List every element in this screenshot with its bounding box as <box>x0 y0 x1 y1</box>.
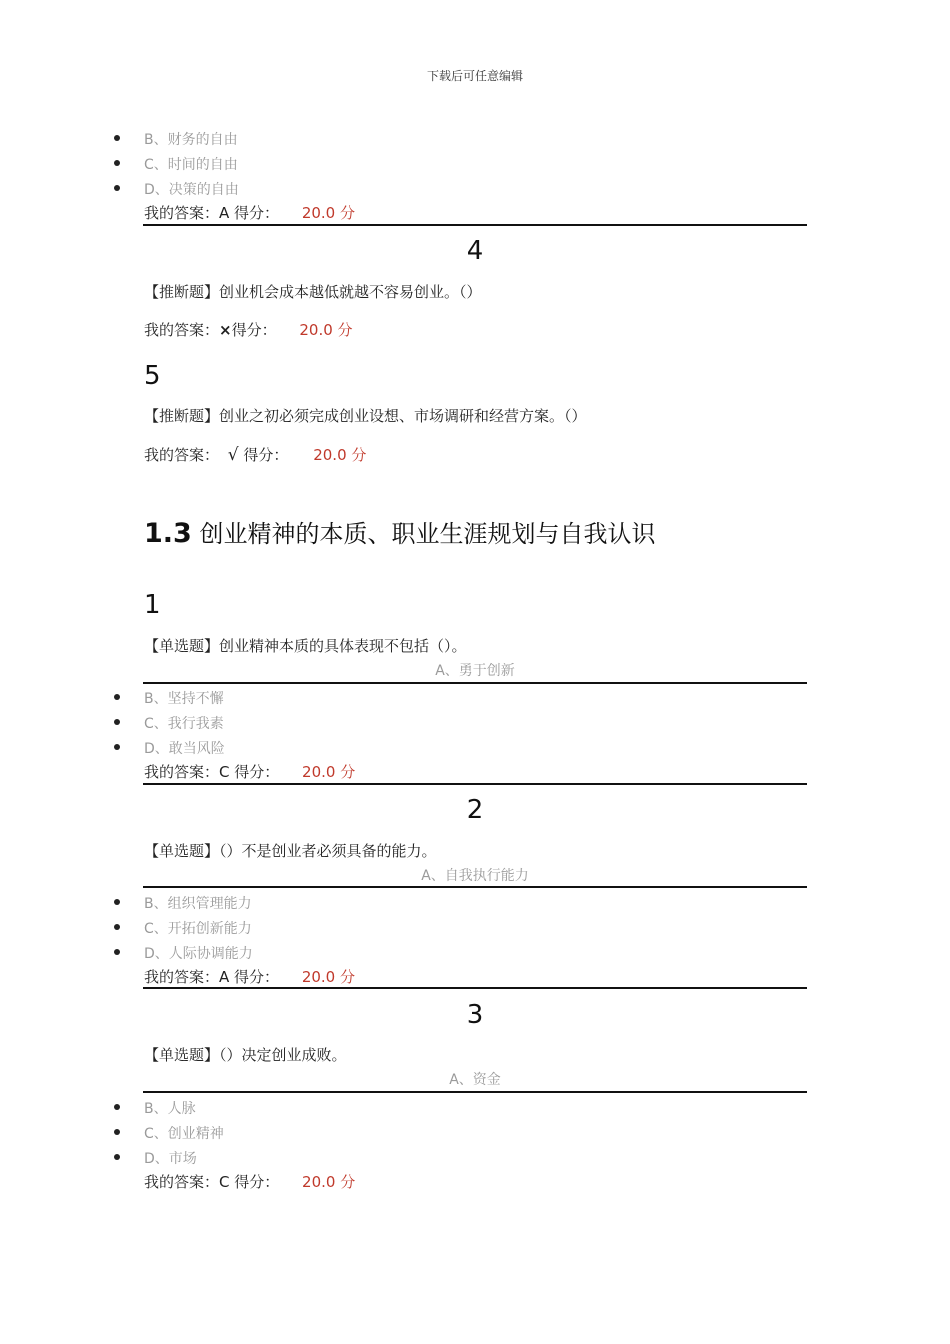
option-d: D、人际协调能力 <box>144 946 253 962</box>
score-value: 20.0 分 <box>299 321 353 339</box>
list-bullet <box>114 744 120 750</box>
option-d: D、市场 <box>144 1151 197 1167</box>
question-text: 【推断题】创业之初必须完成创业设想、市场调研和经营方案。（） <box>144 407 587 425</box>
question-number: 5 <box>144 361 161 391</box>
score-label: 得分： <box>243 446 289 464</box>
divider <box>143 783 807 785</box>
list-bullet <box>114 1129 120 1135</box>
option-c: C、时间的自由 <box>144 157 238 173</box>
answer-line <box>144 966 355 987</box>
answer-label: 我的答案：C 得分： <box>144 763 280 781</box>
option-b: B、人脉 <box>144 1101 196 1117</box>
list-bullet <box>114 899 120 905</box>
question-number: 1 <box>144 590 161 620</box>
option-b: B、财务的自由 <box>144 132 238 148</box>
question-text: 【单选题】创业精神本质的具体表现不包括（）。 <box>144 637 467 655</box>
divider <box>143 987 807 989</box>
answer-line <box>144 444 366 465</box>
option-b: B、组织管理能力 <box>144 896 252 912</box>
option-c: C、我行我素 <box>144 716 224 732</box>
option-a: A、资金 <box>449 1072 501 1088</box>
section-title <box>144 514 655 549</box>
question-number: 4 <box>466 236 484 266</box>
divider <box>143 1091 807 1093</box>
answer-label: 我的答案： <box>144 321 220 339</box>
score-value: 20.0 分 <box>301 204 355 222</box>
option-a: A、勇于创新 <box>435 663 515 679</box>
list-bullet <box>114 1154 120 1160</box>
answer-line <box>144 202 355 223</box>
answer-line <box>144 761 355 782</box>
option-c: C、创业精神 <box>144 1126 224 1142</box>
score-label: 得分： <box>231 321 277 339</box>
list-bullet <box>114 135 120 141</box>
answer-line <box>144 319 353 340</box>
score-value: 20.0 分 <box>302 1173 356 1191</box>
option-a: A、自我执行能力 <box>421 868 529 884</box>
answer-label: 我的答案： <box>144 446 220 464</box>
question-text: 【单选题】（）决定创业成败。 <box>144 1046 347 1064</box>
option-d: D、决策的自由 <box>144 182 239 198</box>
list-bullet <box>114 160 120 166</box>
answer-label: 我的答案：C 得分： <box>144 1173 280 1191</box>
answer-label: 我的答案：A 得分： <box>144 968 280 986</box>
list-bullet <box>114 694 120 700</box>
list-bullet <box>114 1104 120 1110</box>
option-d: D、敢当风险 <box>144 741 225 757</box>
answer-label: 我的答案：A 得分： <box>144 204 280 222</box>
divider <box>143 224 807 226</box>
answer-line <box>144 1171 355 1192</box>
option-c: C、开拓创新能力 <box>144 921 252 937</box>
page-header: 下载后可任意编辑 <box>426 69 523 83</box>
option-b: B、坚持不懈 <box>144 691 224 707</box>
score-value: 20.0 分 <box>301 968 355 986</box>
list-bullet <box>114 185 120 191</box>
section-number: 1.3 <box>144 518 192 549</box>
question-text: 【单选题】（）不是创业者必须具备的能力。 <box>144 842 437 860</box>
divider <box>143 886 807 888</box>
question-number: 2 <box>466 795 484 825</box>
check-mark-icon: √ <box>227 445 239 465</box>
question-number: 3 <box>466 1000 484 1030</box>
list-bullet <box>114 949 120 955</box>
list-bullet <box>114 719 120 725</box>
section-title-text: 创业精神的本质、职业生涯规划与自我认识 <box>199 520 656 548</box>
cross-mark-icon: × <box>219 321 232 339</box>
divider <box>143 682 807 684</box>
question-text: 【推断题】创业机会成本越低就越不容易创业。（） <box>144 283 482 301</box>
list-bullet <box>114 924 120 930</box>
score-value: 20.0 分 <box>302 763 356 781</box>
score-value: 20.0 分 <box>313 446 367 464</box>
